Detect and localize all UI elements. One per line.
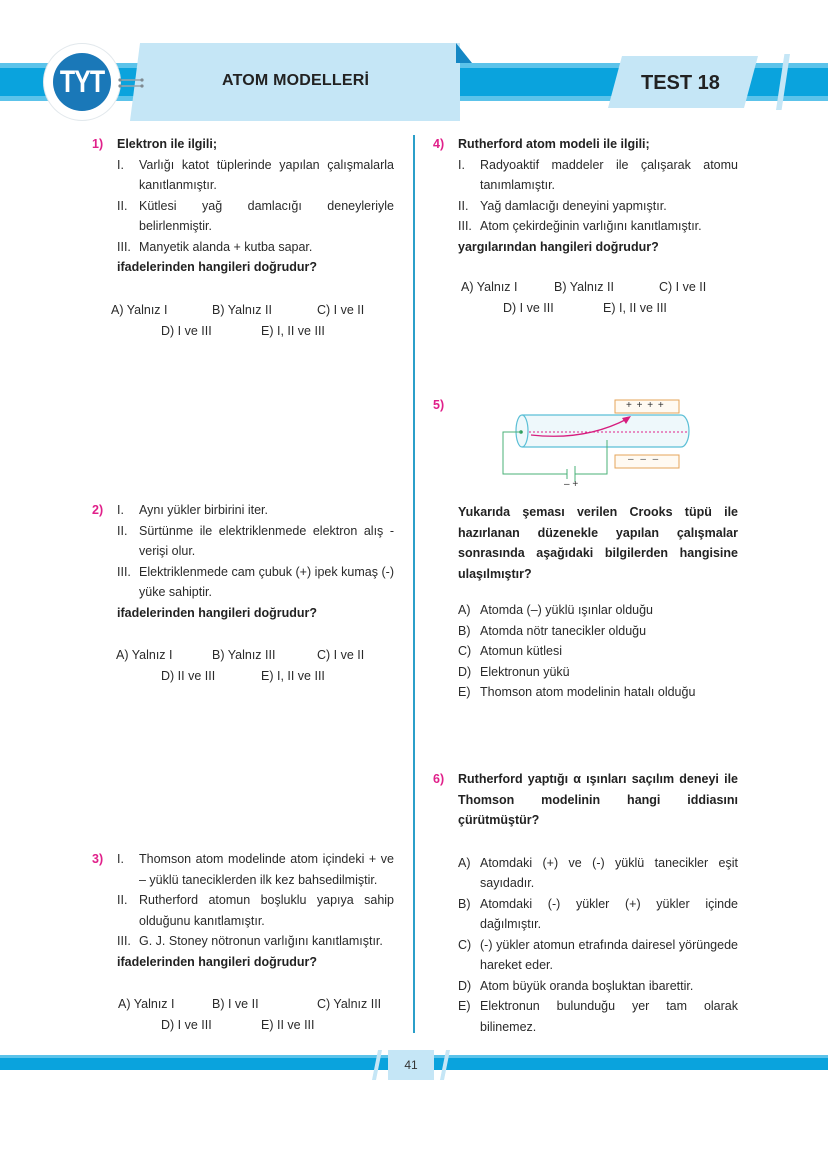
option-a[interactable]: A) Atomda (–) yüklü ışınlar olduğu xyxy=(458,603,654,617)
statement-2: II. Rutherford atomun boşluklu yapıya sahip olduğunu kanıtlamıştır. xyxy=(117,893,394,928)
statement-2: II. Sürtünme ile elektriklenmede elektron alış - verişi olur. xyxy=(117,523,394,558)
choice-c[interactable]: C) I ve II xyxy=(659,280,707,294)
question-stem: Rutherford yaptığı α ışınları saçılım deneyi ile Thomson modelinin hangi iddiasını çürütmüştür? xyxy=(458,772,738,827)
test-label: TEST 18 xyxy=(641,72,720,94)
answer-choices xyxy=(92,300,394,344)
question-number: 1) xyxy=(92,137,104,151)
choice-d[interactable]: D) I ve III xyxy=(161,1018,212,1032)
question-stem: Yukarıda şeması verilen Crooks tüpü ile hazırlanan düzenekle yapılan çalışmalar sonrasında aşağıdaki bilgilerden hangisine ulaşılmıştır? xyxy=(458,505,738,581)
question-5-body xyxy=(433,502,738,703)
option-b[interactable]: B) Atomdaki (-) yükler (+) yükler içinde dağılmıştır. xyxy=(458,896,738,931)
column-divider xyxy=(413,135,415,1033)
option-d[interactable]: D) Elektronun yükü xyxy=(458,664,570,679)
statement-3: III. G. J. Stoney nötronun varlığını kanıtlamıştır. xyxy=(117,934,383,948)
option-b[interactable]: B) Atomda nötr tanecikler olduğu xyxy=(458,623,647,638)
question-1 xyxy=(92,134,394,344)
question-6 xyxy=(433,769,738,1037)
statement-1: I. Aynı yükler birbirini iter. xyxy=(117,503,268,517)
option-d[interactable]: D) Atom büyük oranda boşluktan ibarettir. xyxy=(458,978,694,993)
statement-1: I. Varlığı katot tüplerinde yapılan çalışmalarla kanıtlanmıştır. xyxy=(117,157,394,192)
statement-2: II. Kütlesi yağ damlacığı deneyleriyle belirlenmiştir. xyxy=(117,198,394,233)
choice-b[interactable]: B) Yalnız II xyxy=(212,302,272,317)
tyt-logo xyxy=(53,53,111,111)
chain-link-icon xyxy=(118,77,144,89)
statement-2: II. Yağ damlacığı deneyini yapmıştır. xyxy=(458,198,667,213)
question-stem: Rutherford atom modeli ile ilgili; xyxy=(458,137,650,151)
question-number: 3) xyxy=(92,852,104,866)
positive-plate-label: + + + + xyxy=(626,400,665,411)
choice-c[interactable]: C) I ve II xyxy=(317,302,365,317)
page-number: 41 xyxy=(404,1058,418,1072)
question-3 xyxy=(92,849,394,1038)
question-number: 2) xyxy=(92,503,104,517)
choice-c[interactable]: C) I ve II xyxy=(317,648,365,662)
crookes-tube-diagram xyxy=(495,395,695,490)
logo-text: TYT xyxy=(59,63,105,99)
statement-3: III. Manyetik alanda + kutba sapar. xyxy=(117,239,313,254)
option-e[interactable]: E) Thomson atom modelinin hatalı olduğu xyxy=(458,685,696,699)
choice-a[interactable]: A) Yalnız I xyxy=(118,997,175,1011)
question-prompt: ifadelerinden hangileri doğrudur? xyxy=(117,605,318,620)
question-prompt: ifadelerinden hangileri doğrudur? xyxy=(117,954,318,969)
question-number: 6) xyxy=(433,772,445,786)
question-stem: Elektron ile ilgili; xyxy=(117,137,218,151)
choice-b[interactable]: B) Yalnız II xyxy=(554,280,614,294)
answer-choices xyxy=(433,277,738,321)
choice-e[interactable]: E) I, II ve III xyxy=(603,301,667,315)
option-c[interactable]: C) (-) yükler atomun etrafında dairesel yörüngede hareket eder. xyxy=(458,937,738,972)
statement-3: III. Atom çekirdeğinin varlığını kanıtlamıştır. xyxy=(458,219,702,233)
battery-polarity-label: – + xyxy=(564,479,579,490)
question-prompt: yargılarından hangileri doğrudur? xyxy=(458,239,659,254)
statement-3: III. Elektriklenmede cam çubuk (+) ipek kumaş (-) yüke sahiptir. xyxy=(117,564,394,599)
statement-1: I. Radyoaktif maddeler ile çalışarak atomu tanımlamıştır. xyxy=(458,157,738,192)
choice-a[interactable]: A) Yalnız I xyxy=(111,302,168,317)
choice-e[interactable]: E) I, II ve III xyxy=(261,323,325,338)
answer-choices xyxy=(92,994,394,1038)
choice-d[interactable]: D) I ve III xyxy=(161,323,212,338)
option-e[interactable]: E) Elektronun bulunduğu yer tam olarak bilinemez. xyxy=(458,999,738,1034)
answer-choices xyxy=(92,645,394,689)
page-title: ATOM MODELLERİ xyxy=(222,72,370,89)
choice-a[interactable]: A) Yalnız I xyxy=(461,280,518,294)
choice-d[interactable]: D) II ve III xyxy=(161,669,216,683)
option-a[interactable]: A) Atomdaki (+) ve (-) yüklü tanecikler eşit sayıdadır. xyxy=(458,855,738,890)
question-2 xyxy=(92,500,394,689)
option-c[interactable]: C) Atomun kütlesi xyxy=(458,644,562,658)
statement-1: I. Thomson atom modelinde atom içindeki + ve – yüklü taneciklerden ilk kez bahsedilmiştir. xyxy=(117,852,394,887)
title-panel-fold xyxy=(456,43,472,63)
question-prompt: ifadelerinden hangileri doğrudur? xyxy=(117,260,318,274)
question-number: 5) xyxy=(433,398,445,412)
choice-b[interactable]: B) Yalnız III xyxy=(212,648,276,662)
negative-plate-label: – – – xyxy=(628,454,661,465)
choice-d[interactable]: D) I ve III xyxy=(503,301,554,315)
choice-e[interactable]: E) I, II ve III xyxy=(261,669,325,683)
choice-b[interactable]: B) I ve II xyxy=(212,997,259,1011)
choice-c[interactable]: C) Yalnız III xyxy=(317,997,382,1011)
question-number: 4) xyxy=(433,137,445,151)
choice-a[interactable]: A) Yalnız I xyxy=(116,648,173,662)
question-4 xyxy=(433,134,738,321)
choice-e[interactable]: E) II ve III xyxy=(261,1018,315,1032)
